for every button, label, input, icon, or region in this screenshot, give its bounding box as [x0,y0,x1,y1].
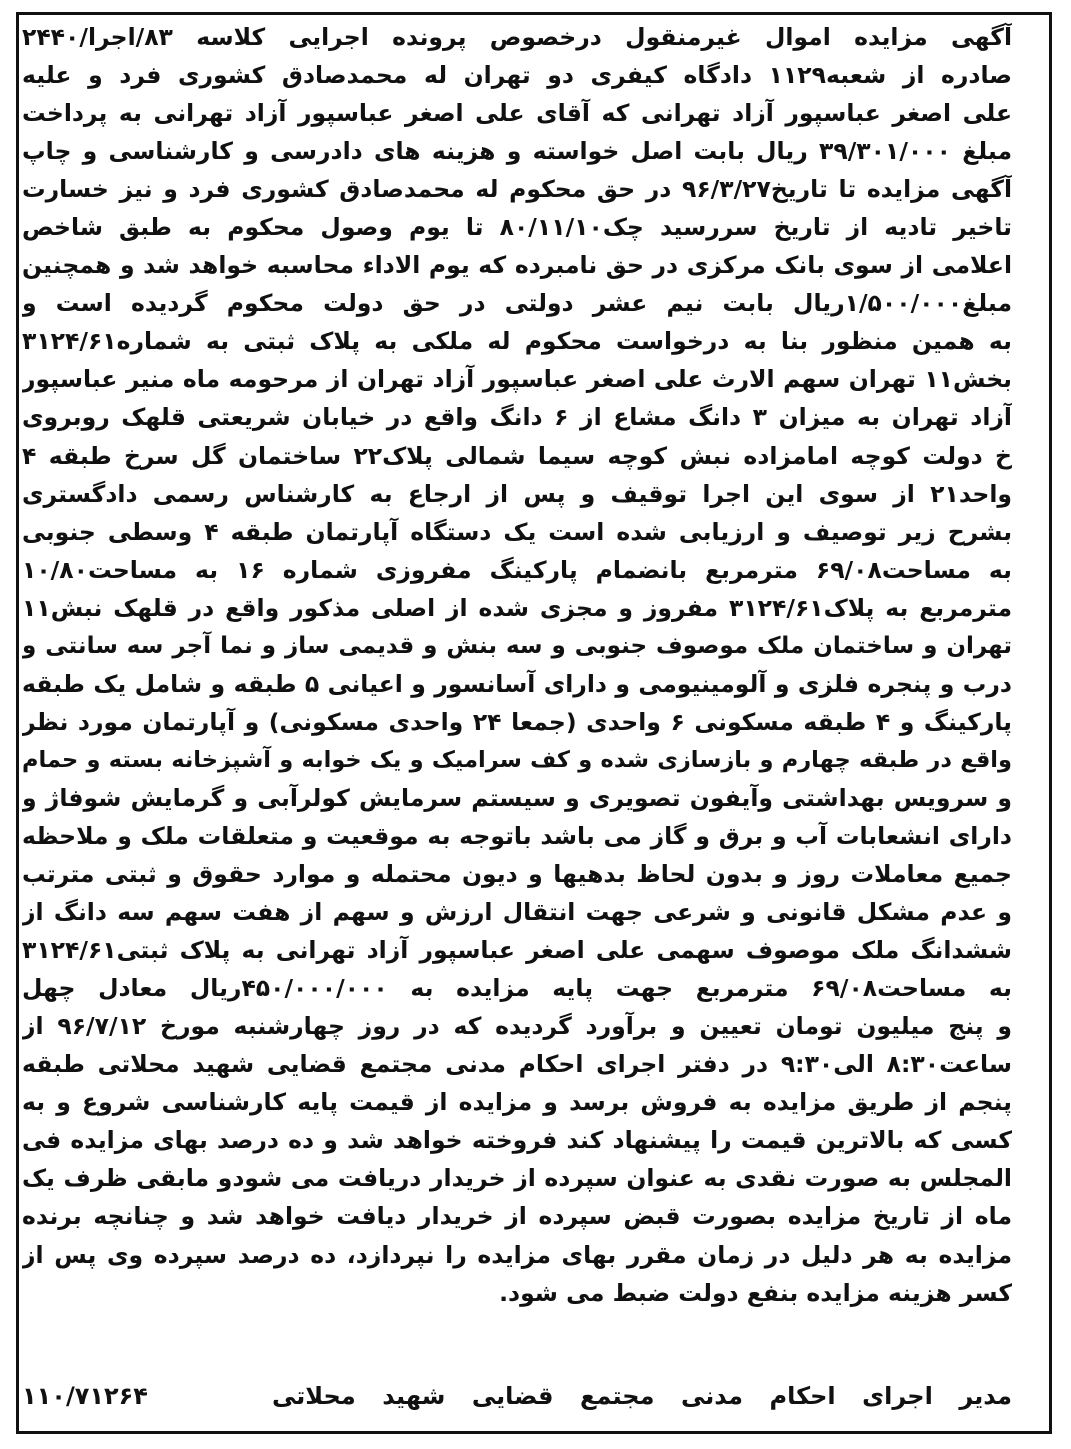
notice-code: ۱۱۰/۷۱۲۶۴ [22,1382,148,1410]
notice-line: تاخیر تادیه از تاریخ سررسید چک۸۰/۱۱/۱۰ تا یوم وصول محکوم به طبق شاخص [22,213,1012,242]
notice-line: واقع در طبقه چهارم و بازسازی شده و کف سرامیک و یک خوابه و آشپزخانه بسته و حمام [22,746,1012,773]
notice-line: دارای انشعابات آب و برق و گاز می باشد باتوجه به موقعیت و متعلقات ملک و ملاحظه [22,821,1012,850]
notice-line: پارکینگ و ۴ طبقه مسکونی ۶ واحدی (جمعا ۲۴ واحدی مسکونی) و آپارتمان مورد نظر [22,707,1012,736]
notice-footer [22,1376,1012,1416]
notice-line: درب و پنجره فلزی و آلومینیومی و دارای آسانسور و اعیانی ۵ طبقه و شامل یک طبقه [22,669,1012,698]
notice-line: کسر هزینه مزایده بنفع دولت ضبط می شود. [499,1278,1012,1307]
notice-line: اعلامی از سوی بانک مرکزی در حق نامبرده که یوم الاداء محاسبه خواهد شد و همچنین [22,251,1012,280]
notice-line: بشرح زیر توصیف و ارزیابی شده است یک دستگاه آپارتمان طبقه ۴ وسطی جنوبی [22,517,1012,546]
notice-line: واحد۲۱ از سوی این اجرا توقیف و پس از ارجاع به کارشناس رسمی دادگستری [22,479,1012,508]
notice-line: پنجم از طریق مزایده به فروش برسد و مزایده از قیمت پایه کارشناسی شروع و به [22,1088,1012,1117]
notice-line: کسی که بالاترین قیمت را پیشنهاد کند فروخته خواهد شد و ده درصد بهای مزایده فی [22,1126,1012,1155]
notice-line: ماه از تاریخ مزایده بصورت قبض سپرده از خریدار دیافت خواهد شد و چنانچه برنده [22,1202,1012,1231]
notice-line: و پنج میلیون تومان تعیین و برآورد گردیده که در روز چهارشنبه مورخ ۹۶/۷/۱۲ از [22,1012,1012,1041]
notice-line: مزایده به هر دلیل در زمان مقرر بهای مزایده را نپردازد، ده درصد سپرده وی پس از [22,1240,1012,1269]
notice-line: و عدم مشکل قانونی و شرعی جهت انتقال ارزش و سهم از هفت سهم سه دانگ از [22,898,1012,927]
notice-line: خ دولت کوچه امامزاده نبش کوچه سیما شمالی پلاک۲۲ ساختمان گل سرخ طبقه ۴ [22,441,1012,470]
notice-line: آزاد تهران به میزان ۳ دانگ مشاع از ۶ دانگ واقع در خیابان شریعتی قلهک روبروی [22,403,1012,432]
notice-line: صادره از شعبه۱۱۲۹ دادگاه کیفری دو تهران له محمدصادق کشوری فرد و علیه [22,61,1012,90]
notice-line: به مساحت۶۹/۰۸ مترمربع جهت پایه مزایده به ۴۵۰/۰۰۰/۰۰۰ریال معادل چهل [22,974,1012,1003]
auction-notice-text [22,18,1012,1312]
notice-line: آگهی مزایده اموال غیرمنقول درخصوص پرونده اجرایی کلاسه ۸۳/اجرا/۲۴۴۰ [22,23,1012,51]
notice-line: به همین منظور بنا به درخواست محکوم له ملکی به پلاک ثبتی به شماره۳۱۲۴/۶۱ [22,327,1012,356]
notice-line: مترمربع به پلاک۳۱۲۴/۶۱ مفروز و مجزی شده از اصلی مذکور واقع در قلهک نبش۱۱ [22,593,1012,622]
notice-line: المجلس به صورت نقدی به عنوان سپرده از خریدار دریافت می شودو مابقی ظرف یک [22,1164,1012,1193]
notice-line: به مساحت۶۹/۰۸ مترمربع بانضمام پارکینگ مفروزی شماره ۱۶ به مساحت۱۰/۸۰ [22,555,1012,584]
notice-line: و سرویس بهداشتی وآیفون تصویری و سیستم سرمایش کولرآبی و گرمایش شوفاژ و [22,783,1012,812]
notice-line: آگهی مزایده تا تاریخ۹۶/۳/۲۷ در حق محکوم له محمدصادق کشوری فرد و نیز خسارت [22,175,1012,204]
notice-line: جمیع معاملات روز و بدون لحاظ بدهیها و دیون محتمله و موارد حقوق و ثبتی مترتب [22,860,1012,889]
notice-line: علی اصغر عباسپور آزاد تهرانی که آقای علی اصغر عباسپور آزاد تهرانی به پرداخت [22,99,1012,128]
notice-line: تهران و ساختمان ملک موصوف جنوبی و سه بنش و قدیمی ساز و نما آجر سه سانتی و [22,632,1012,659]
notice-line: مبلغ ۳۹/۳۰۱/۰۰۰ ریال بابت اصل خواسته و هزینه های دادرسی و کارشناسی و چاپ [22,137,1012,166]
notice-line: مبلغ۱/۵۰۰/۰۰۰ریال بابت نیم عشر دولتی در حق دولت محکوم گردیده است و [22,289,1012,318]
signature-line: مدیر اجرای احکام مدنی مجتمع قضایی شهید محلاتی [272,1382,1012,1410]
notice-line: ساعت۸:۳۰ الی۹:۳۰ در دفتر اجرای احکام مدنی مجتمع قضایی شهید محلاتی طبقه [22,1050,1012,1079]
notice-line: ششدانگ ملک موصوف سهمی علی اصغر عباسپور آزاد تهرانی به پلاک ثبتی۳۱۲۴/۶۱ [22,936,1012,965]
notice-line: بخش۱۱ تهران سهم الارث علی اصغر عباسپور آزاد تهران از مرحومه ماه منیر عباسپور [22,365,1012,394]
